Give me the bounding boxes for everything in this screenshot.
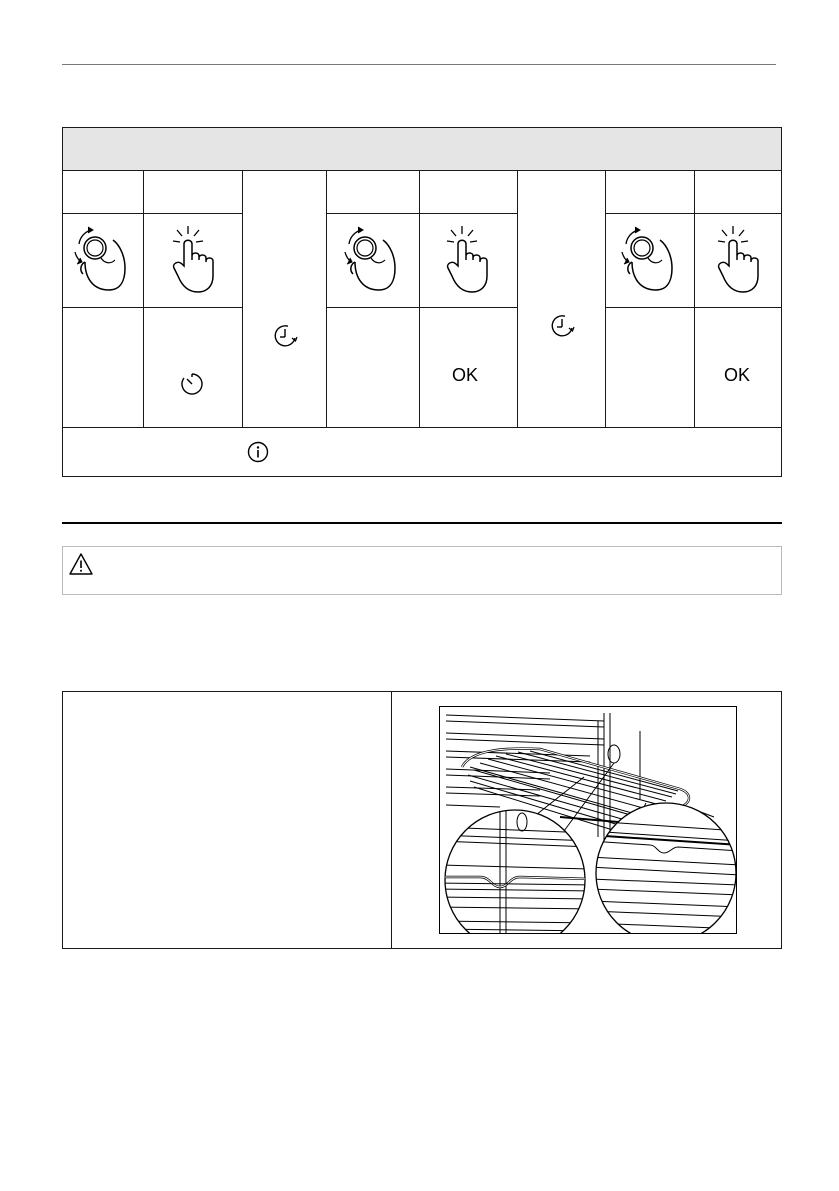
knob-turn-hand-icon [618,224,674,292]
table-cell-c3-r1 [242,170,327,428]
knob-turn-hand-icon [71,224,127,292]
section-rule [62,522,782,524]
finger-press-icon [170,224,220,294]
header-rule [62,64,776,65]
shelf-text-cell [62,691,392,949]
table-cell-c2-r1 [143,170,243,214]
clock-icon [274,324,298,348]
timer-icon [180,372,204,396]
warning-box [62,546,782,595]
ok-label: OK [452,365,479,385]
finger-press-icon [444,224,494,294]
table-cell-c2-r2 [143,213,243,308]
table-cell-c1-r3 [62,307,144,428]
table-cell-c2-r3 [143,307,243,428]
table-cell-c6-r1 [517,170,606,428]
table-cell-c4-r3 [326,307,420,428]
table-info-row [62,427,782,477]
table-cell-c1-r2 [62,213,144,308]
table-cell-c1-r1 [62,170,144,214]
table-header-row [62,127,782,171]
knob-turn-hand-icon [341,224,397,292]
shelf-image-cell [391,691,782,949]
table-cell-c5-r2 [419,213,518,308]
info-icon [247,441,269,463]
table-cell-c7-r1 [605,170,695,214]
table-cell-c8-r2 [694,213,782,308]
warning-triangle-icon [68,552,94,576]
table-cell-c4-r1 [326,170,420,214]
clock-icon [551,314,575,338]
finger-press-icon [715,224,765,294]
table-cell-c8-r1 [694,170,782,214]
table-cell-c5-r3 [419,307,518,428]
table-cell-c5-r1 [419,170,518,214]
oven-shelf-wire-guide-illustration [439,706,737,934]
ok-label: OK [724,365,751,385]
table-cell-c8-r3 [694,307,782,428]
table-cell-c7-r3 [605,307,695,428]
table-cell-c7-r2 [605,213,695,308]
table-cell-c4-r2 [326,213,420,308]
